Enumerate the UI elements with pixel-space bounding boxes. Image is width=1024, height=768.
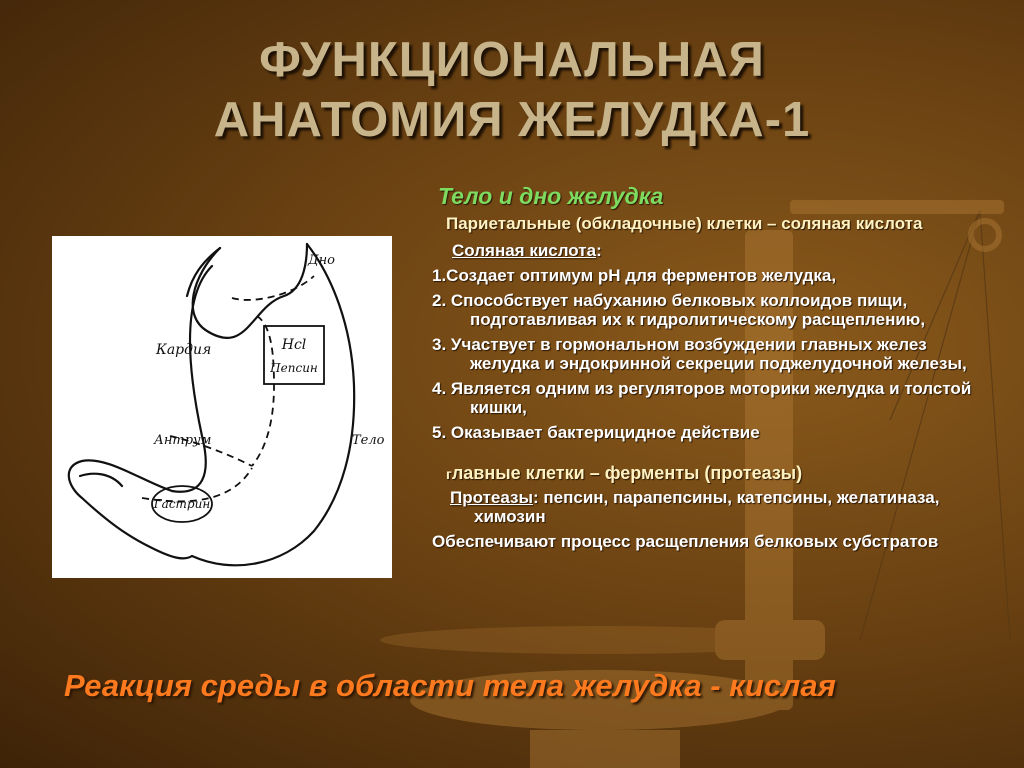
proteases-list: : пепсин, парапепсины, катепсины, желатиназа, химозин bbox=[474, 488, 940, 526]
point-2: 2. Способствует набуханию белковых коллоидов пищи, подготавливая их к гидролитическому расщеплению, bbox=[432, 291, 926, 329]
bottom-conclusion: Реакция среды в области тела желудка - кислая bbox=[64, 668, 836, 703]
acid-line bbox=[432, 241, 992, 260]
slide-title bbox=[0, 30, 1024, 150]
stomach-diagram bbox=[52, 236, 392, 578]
proteases-line bbox=[432, 488, 992, 526]
point-4: 4. Является одним из регуляторов моторики желудка и толстой кишки, bbox=[432, 379, 972, 417]
point-3: 3. Участвует в гормональном возбуждении главных желез желудка и эндокринной секреции поджелудочной железы, bbox=[432, 335, 967, 373]
provides-text: Обеспечивают процесс расщепления белковых субстратов bbox=[432, 532, 939, 551]
diagram-cardia-label: Кардия bbox=[156, 342, 212, 358]
acid-colon: : bbox=[596, 241, 602, 260]
diagram-antrum-label: Антрум bbox=[154, 433, 212, 448]
title-line-2: АНАТОМИЯ ЖЕЛУДКА-1 bbox=[213, 93, 811, 147]
point-1: 1.Создает оптимум рН для ферментов желудка, bbox=[432, 266, 837, 285]
proteases-label: Протеазы bbox=[450, 488, 533, 507]
acid-label: Соляная кислота bbox=[452, 241, 597, 260]
slide-content bbox=[432, 182, 992, 551]
diagram-pepsin-label: Пепсин bbox=[270, 361, 318, 375]
title-line-1: ФУНКЦИОНАЛЬНАЯ bbox=[259, 33, 765, 87]
diagram-body-label: Тело bbox=[352, 433, 385, 448]
subtitle: Тело и дно желудка bbox=[438, 183, 664, 209]
point-5: 5. Оказывает бактерицидное действие bbox=[432, 423, 760, 442]
chief-cells-heading bbox=[432, 464, 992, 484]
diagram-gastrin-label: Гастрин bbox=[153, 497, 211, 511]
diagram-hcl-label: Нсl bbox=[281, 337, 307, 353]
parietal-heading: Париетальные (обкладочные) клетки – соляная кислота bbox=[446, 214, 923, 233]
chief-heading-initial: г bbox=[446, 466, 452, 482]
diagram-fundus-label: Дно bbox=[308, 253, 335, 268]
chief-heading-rest: лавные клетки – ферменты (протеазы) bbox=[451, 463, 803, 483]
